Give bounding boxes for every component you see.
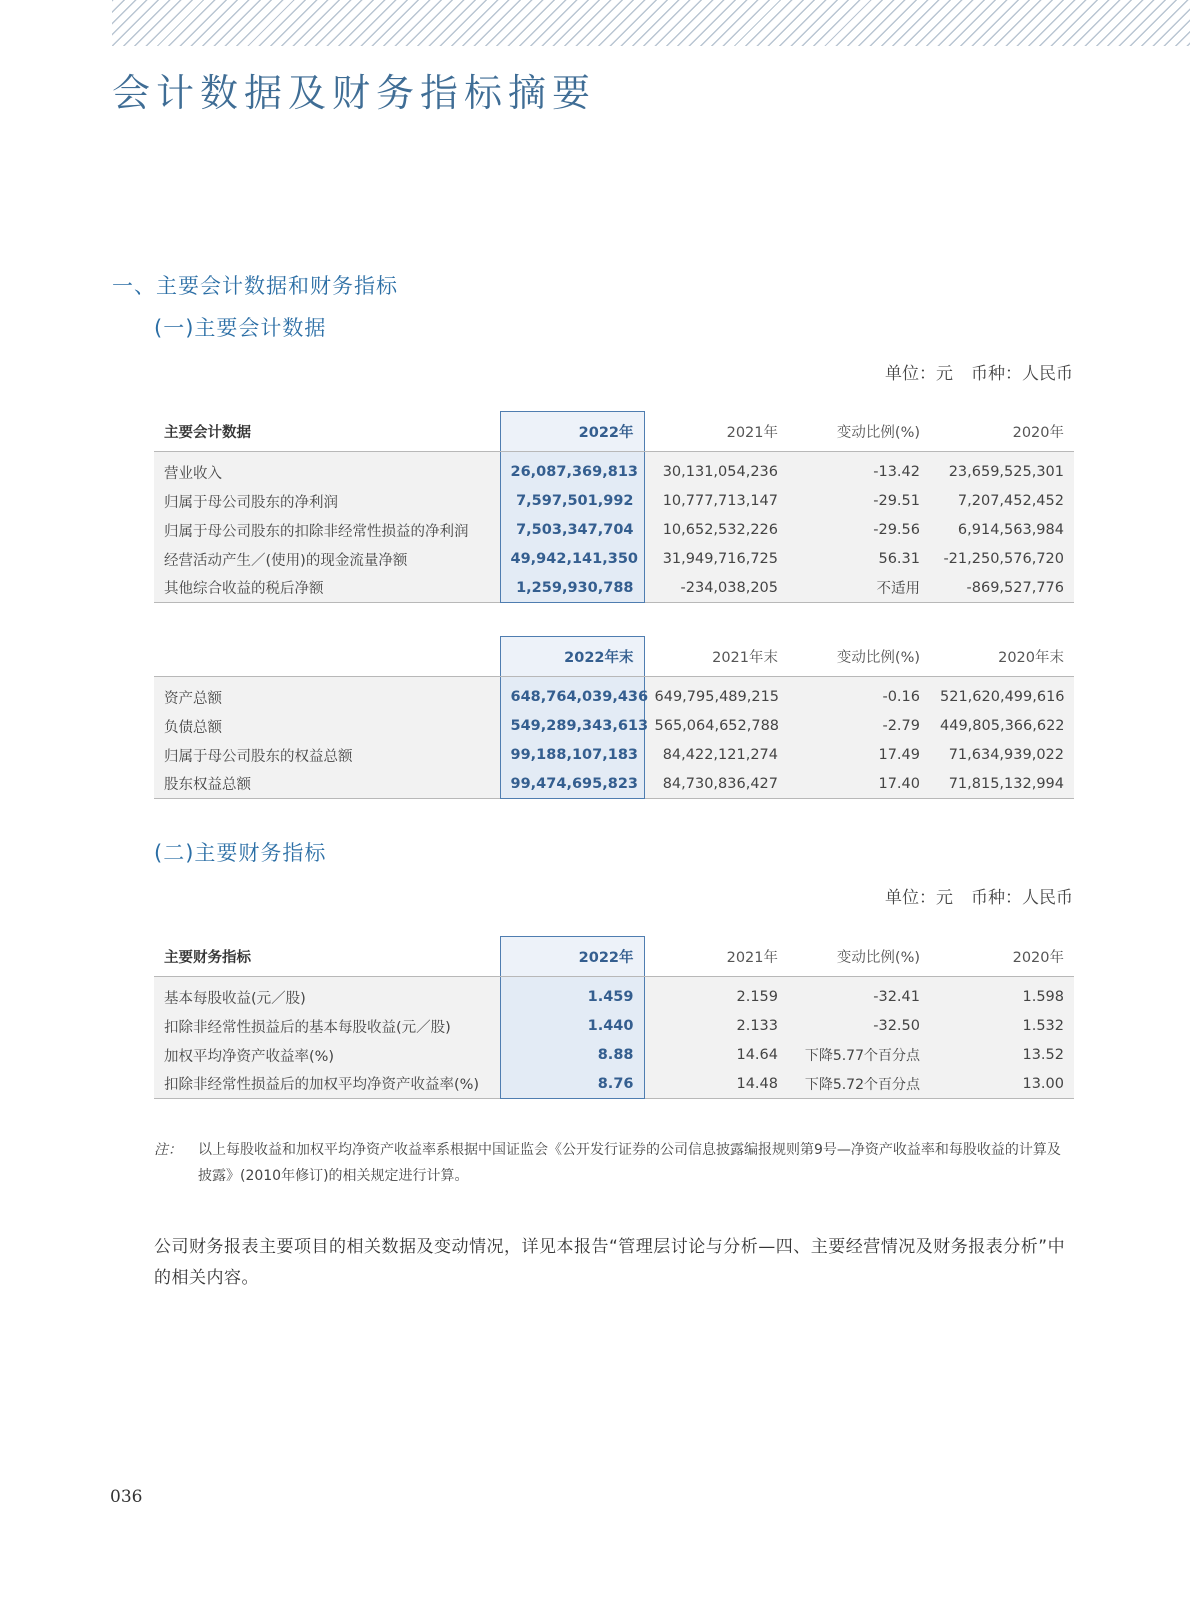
- cell-value: 7,207,452,452: [957, 493, 1064, 509]
- column-header: 2020年末: [930, 637, 1074, 677]
- cell-value: -869,527,776: [966, 579, 1064, 596]
- cell-value: -234,038,205: [680, 579, 778, 596]
- cell-value: 1.532: [1022, 1018, 1064, 1034]
- table-header-row: [154, 412, 1074, 452]
- row-label: 基本每股收益(元／股): [164, 990, 306, 1007]
- cell-value: 1.598: [1022, 989, 1064, 1005]
- cell-value: 84,422,121,274: [662, 747, 778, 763]
- column-header: 2020年: [930, 412, 1074, 452]
- cell-value: 71,634,939,022: [948, 747, 1064, 763]
- column-header: [154, 637, 500, 677]
- row-label: 股东权益总额: [164, 777, 251, 794]
- cell-value: 8.76: [500, 1070, 644, 1099]
- cell-value: 649,795,489,215: [654, 689, 780, 705]
- cell-value: -29.51: [873, 493, 920, 509]
- row-label: 资产总额: [164, 690, 222, 707]
- cell-value: 449,805,366,622: [940, 718, 1065, 734]
- table-row: [154, 1070, 1074, 1099]
- cell-value: 7,503,347,704: [500, 516, 644, 545]
- table-header-row: [154, 637, 1074, 677]
- column-header: 变动比例(%): [788, 412, 930, 452]
- column-header: 主要财务指标: [154, 937, 500, 977]
- cell-value: 2.133: [736, 1018, 778, 1034]
- table-row: [154, 545, 1074, 574]
- cell-value: -32.50: [873, 1018, 920, 1034]
- row-label: 负债总额: [164, 719, 222, 736]
- cell-value: 17.49: [878, 747, 920, 763]
- accounting-data-subtitle: (一)主要会计数据: [154, 316, 327, 340]
- cell-value: -13.42: [873, 464, 920, 480]
- table-row: [154, 983, 1074, 1012]
- cell-value: 10,652,532,226: [662, 522, 778, 538]
- cell-value: 549,289,343,613: [500, 712, 644, 741]
- cell-value: 14.64: [736, 1047, 778, 1063]
- reference-paragraph: 公司财务报表主要项目的相关数据及变动情况，详见本报告“管理层讨论与分析—四、主要经营情况及财务报表分析”中的相关内容。: [154, 1237, 1066, 1288]
- table-row: [154, 574, 1074, 603]
- row-label: 加权平均净资产收益率(%): [164, 1048, 335, 1065]
- cell-value: -32.41: [873, 989, 920, 1005]
- financial-indicators-table: [154, 936, 1074, 1099]
- table-row: [154, 1041, 1074, 1070]
- unit-label: 单位：元: [885, 364, 953, 384]
- cell-value: 下降5.77个百分点: [804, 1048, 920, 1064]
- cell-value: -21,250,576,720: [943, 551, 1064, 567]
- cell-value: 1,259,930,788: [500, 574, 644, 603]
- footnote: [154, 1137, 1074, 1189]
- cell-value: 521,620,499,616: [940, 689, 1065, 705]
- unit-note-indicators: [885, 883, 1073, 908]
- cell-value: 下降5.72个百分点: [804, 1076, 920, 1093]
- cell-value: -29.56: [873, 522, 920, 538]
- table-row: [154, 487, 1074, 516]
- cell-value: 99,188,107,183: [500, 741, 644, 770]
- table-row: [154, 458, 1074, 487]
- cell-value: 99,474,695,823: [500, 770, 644, 799]
- table-row: [154, 741, 1074, 770]
- row-label: 归属于母公司股东的权益总额: [164, 748, 353, 765]
- cell-value: 13.52: [1022, 1047, 1064, 1063]
- column-header-highlight: 2022年: [500, 412, 644, 452]
- balance-table: [154, 636, 1074, 799]
- column-header: 变动比例(%): [788, 637, 930, 677]
- cell-value: 1.459: [500, 983, 644, 1012]
- unit-note-accounting: [885, 359, 1073, 384]
- column-header: 2021年: [644, 412, 788, 452]
- cell-value: 71,815,132,994: [948, 775, 1064, 792]
- table-row: [154, 712, 1074, 741]
- currency-label: 币种：人民币: [971, 888, 1073, 908]
- cell-value: 10,777,713,147: [662, 493, 778, 509]
- cell-value: 56.31: [878, 551, 920, 567]
- cell-value: 565,064,652,788: [654, 718, 780, 734]
- header-hatch-band: [112, 0, 1190, 46]
- cell-value: 648,764,039,436: [500, 683, 644, 712]
- column-header: 主要会计数据: [154, 412, 500, 452]
- cell-value: 2.159: [736, 989, 778, 1005]
- column-header: 变动比例(%): [788, 937, 930, 977]
- cell-value: 6,914,563,984: [957, 522, 1064, 538]
- footnote-text: 以上每股收益和加权平均净资产收益率系根据中国证监会《公开发行证券的公司信息披露编报规则第9号—净资产收益率和每股收益的计算及披露》(2010年修订)的相关规定进行计算。: [198, 1142, 1061, 1184]
- accounting-data-table: [154, 411, 1074, 603]
- row-label: 归属于母公司股东的净利润: [164, 494, 338, 511]
- row-label: 经营活动产生／(使用)的现金流量净额: [164, 552, 408, 569]
- cell-value: 1.440: [500, 1012, 644, 1041]
- footnote-label: 注：: [154, 1142, 182, 1158]
- page-number: 036: [110, 1487, 143, 1507]
- cell-value: 8.88: [500, 1041, 644, 1070]
- currency-label: 币种：人民币: [971, 364, 1073, 384]
- cell-value: 不适用: [876, 581, 920, 598]
- row-label: 扣除非经常性损益后的加权平均净资产收益率(%): [164, 1077, 480, 1094]
- table-row: [154, 1012, 1074, 1041]
- section-title: 一、主要会计数据和财务指标: [112, 274, 398, 298]
- row-label: 其他综合收益的税后净额: [164, 581, 324, 598]
- financial-indicators-subtitle: (二)主要财务指标: [154, 841, 327, 865]
- table-row: [154, 516, 1074, 545]
- column-header: 2021年: [644, 937, 788, 977]
- cell-value: 26,087,369,813: [500, 458, 644, 487]
- table-row: [154, 683, 1074, 712]
- column-header-highlight: 2022年末: [500, 637, 644, 677]
- column-header: 2020年: [930, 937, 1074, 977]
- row-label: 归属于母公司股东的扣除非经常性损益的净利润: [164, 523, 469, 540]
- column-header-highlight: 2022年: [500, 937, 644, 977]
- cell-value: 84,730,836,427: [662, 775, 778, 792]
- cell-value: 17.40: [878, 775, 920, 792]
- cell-value: 30,131,054,236: [662, 464, 778, 480]
- cell-value: 13.00: [1022, 1075, 1064, 1092]
- row-label: 营业收入: [164, 465, 222, 482]
- table-row: [154, 770, 1074, 799]
- page-title: 会计数据及财务指标摘要: [112, 71, 597, 115]
- cell-value: 31,949,716,725: [662, 551, 778, 567]
- cell-value: 14.48: [736, 1075, 778, 1092]
- cell-value: -0.16: [882, 689, 920, 705]
- cell-value: 23,659,525,301: [948, 464, 1064, 480]
- table-header-row: [154, 937, 1074, 977]
- unit-label: 单位：元: [885, 888, 953, 908]
- cell-value: 7,597,501,992: [500, 487, 644, 516]
- row-label: 扣除非经常性损益后的基本每股收益(元／股): [164, 1019, 451, 1036]
- cell-value: -2.79: [882, 718, 920, 734]
- cell-value: 49,942,141,350: [500, 545, 644, 574]
- column-header: 2021年末: [644, 637, 788, 677]
